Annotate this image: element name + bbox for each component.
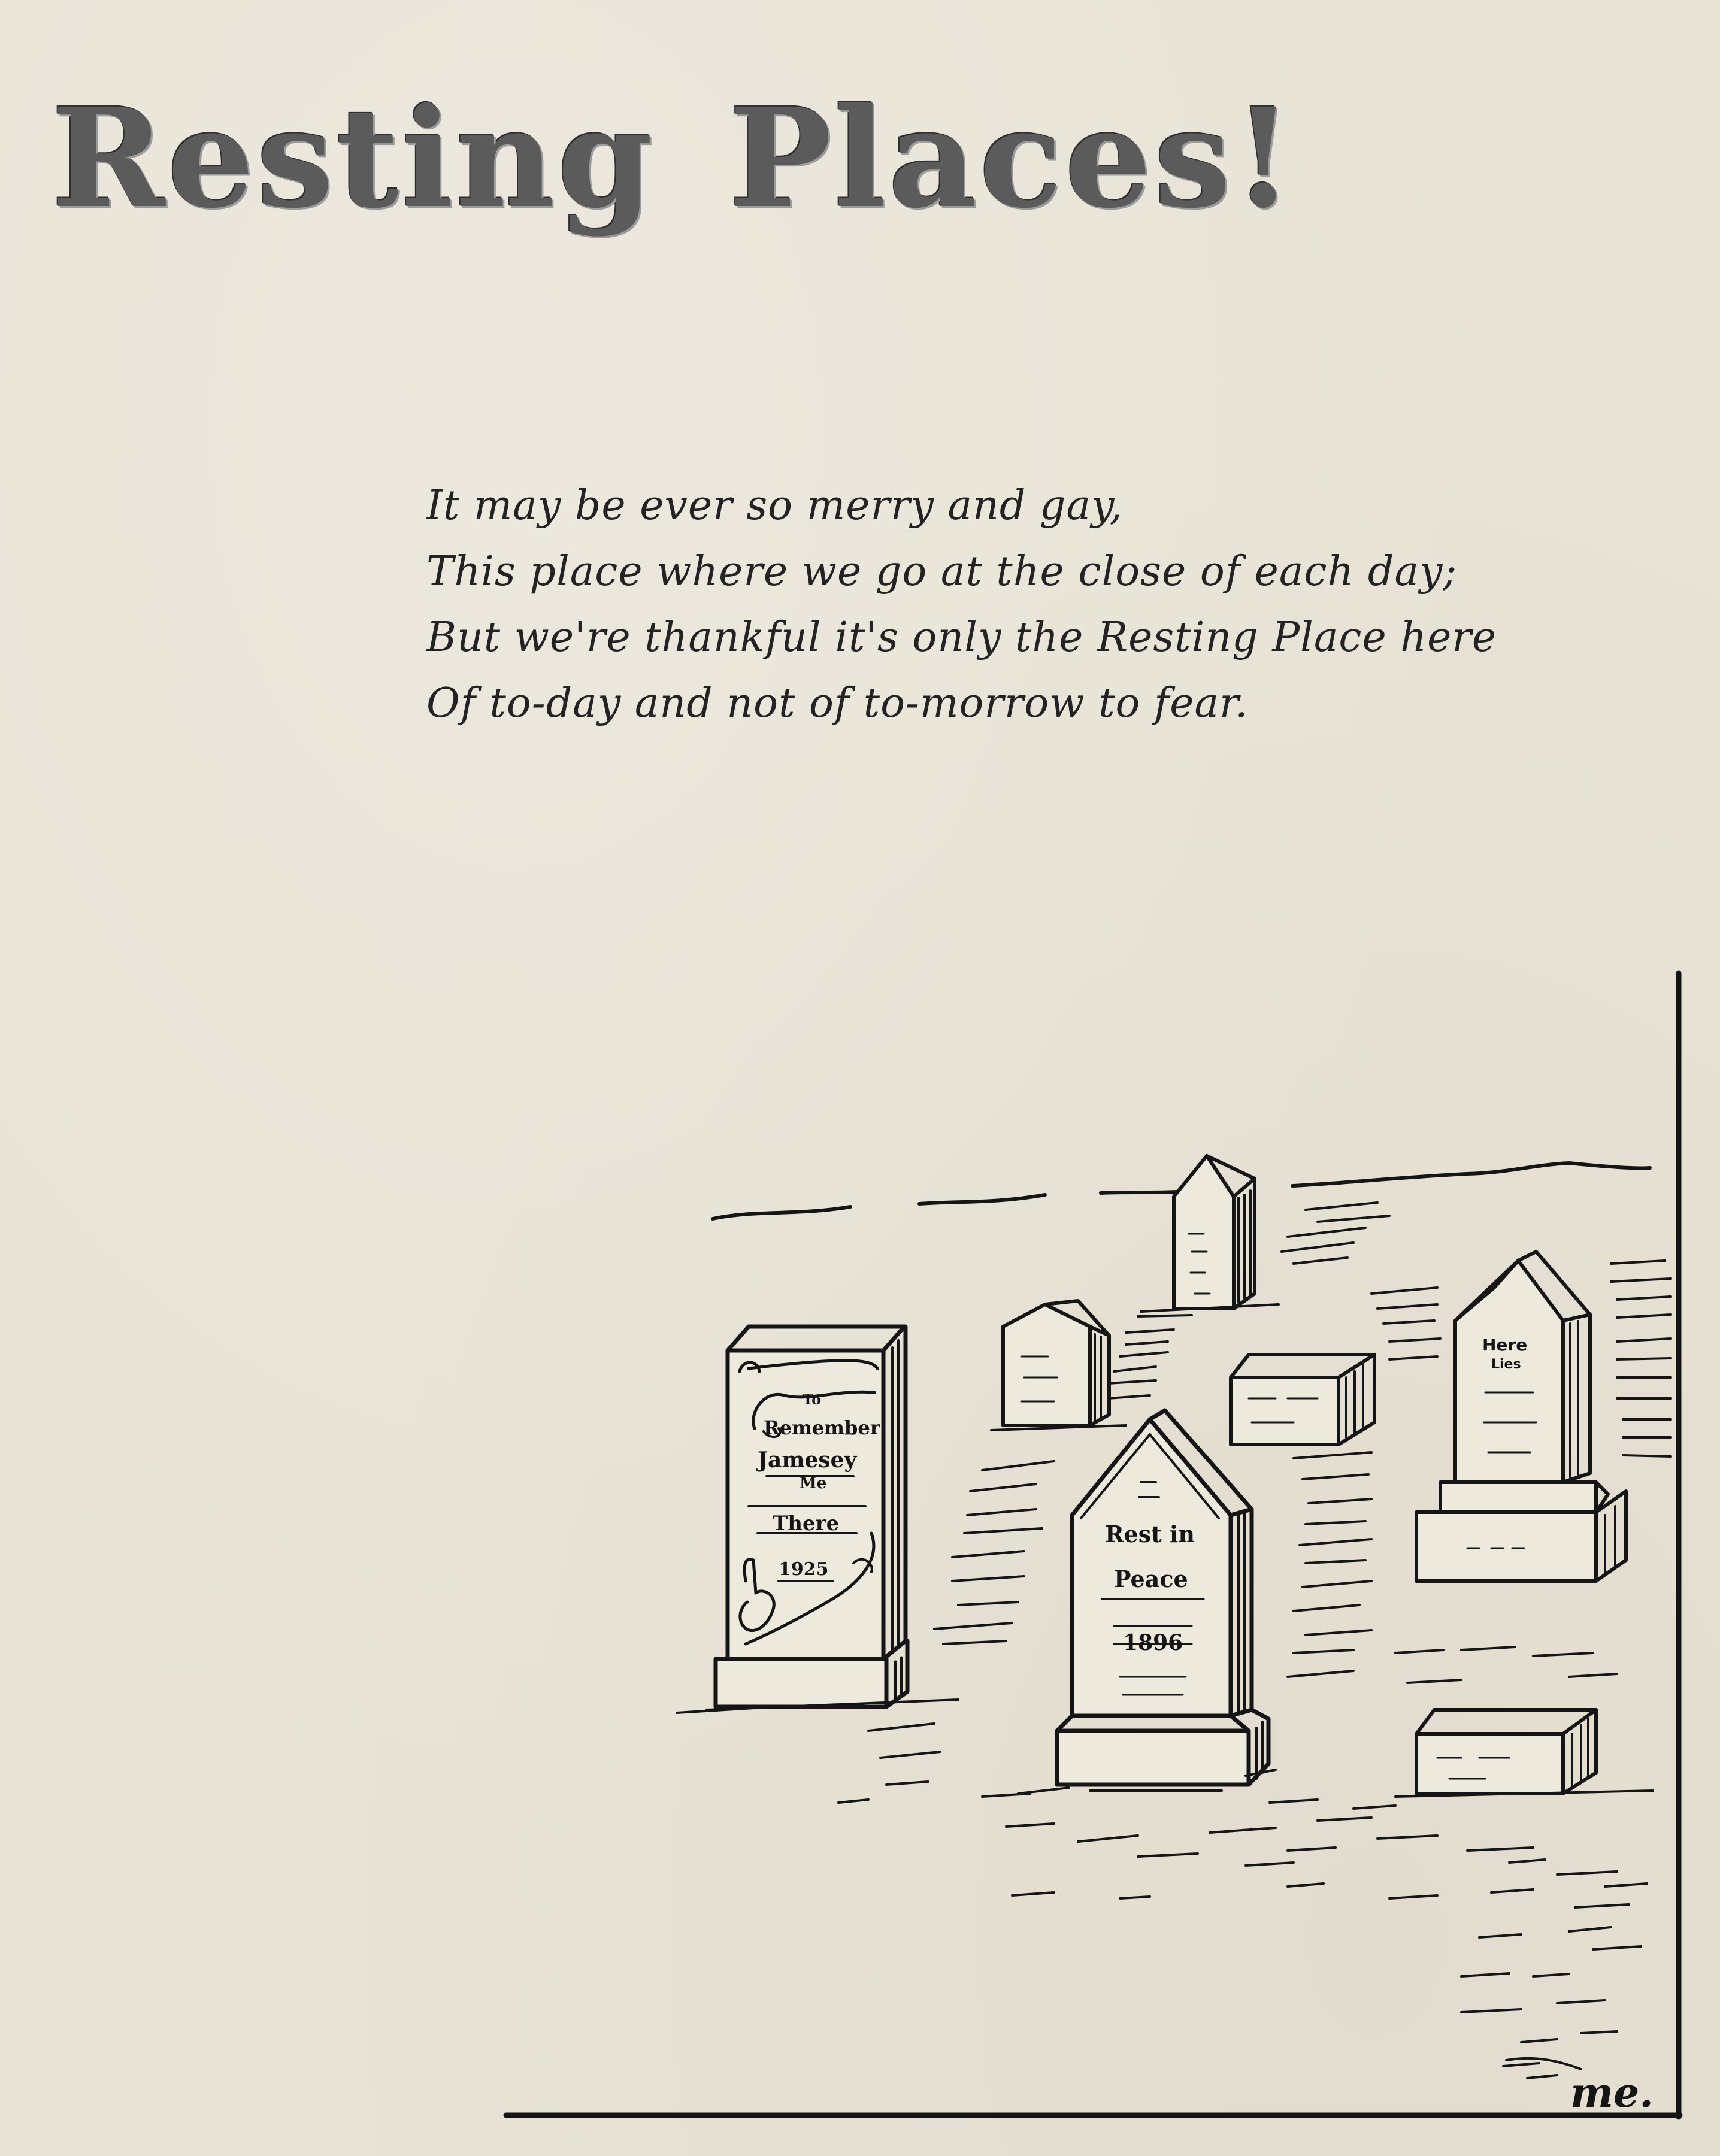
artist-signature: me. (1570, 2069, 1654, 2117)
headstone-here-lies (1416, 1252, 1626, 1581)
inscription-text: There (773, 1512, 840, 1536)
flat-block-upper (1231, 1355, 1374, 1445)
inscription-text: 1925 (779, 1559, 829, 1580)
poem-line: This place where we go at the close of each day; (426, 548, 1458, 595)
small-peaked-stone (991, 1301, 1126, 1430)
flat-block-lower (1395, 1710, 1653, 1797)
inscription-text: Lies (1491, 1357, 1521, 1372)
inscription-text: 1896 (1123, 1630, 1183, 1655)
inscription-text: Rest in (1105, 1521, 1195, 1548)
inscription-text: Remember (764, 1416, 880, 1439)
poem-line: It may be ever so merry and gay, (426, 482, 1124, 529)
back-obelisk (1138, 1156, 1279, 1316)
inscription-text: To (803, 1391, 822, 1408)
headstone-rest-in-peace (1018, 1410, 1276, 1794)
page-title: Resting Places! (52, 78, 1296, 238)
inscription-text: Me (800, 1474, 827, 1492)
signature-flourish (1506, 2058, 1581, 2069)
poem-line: But we're thankful it's only the Resting Place here (426, 614, 1497, 661)
inscription-text: Peace (1114, 1565, 1188, 1592)
inscription-text: Here (1482, 1335, 1528, 1355)
poem-line: Of to-day and not of to-morrow to fear. (426, 680, 1249, 727)
inscription-text: Jamesey (758, 1448, 857, 1473)
